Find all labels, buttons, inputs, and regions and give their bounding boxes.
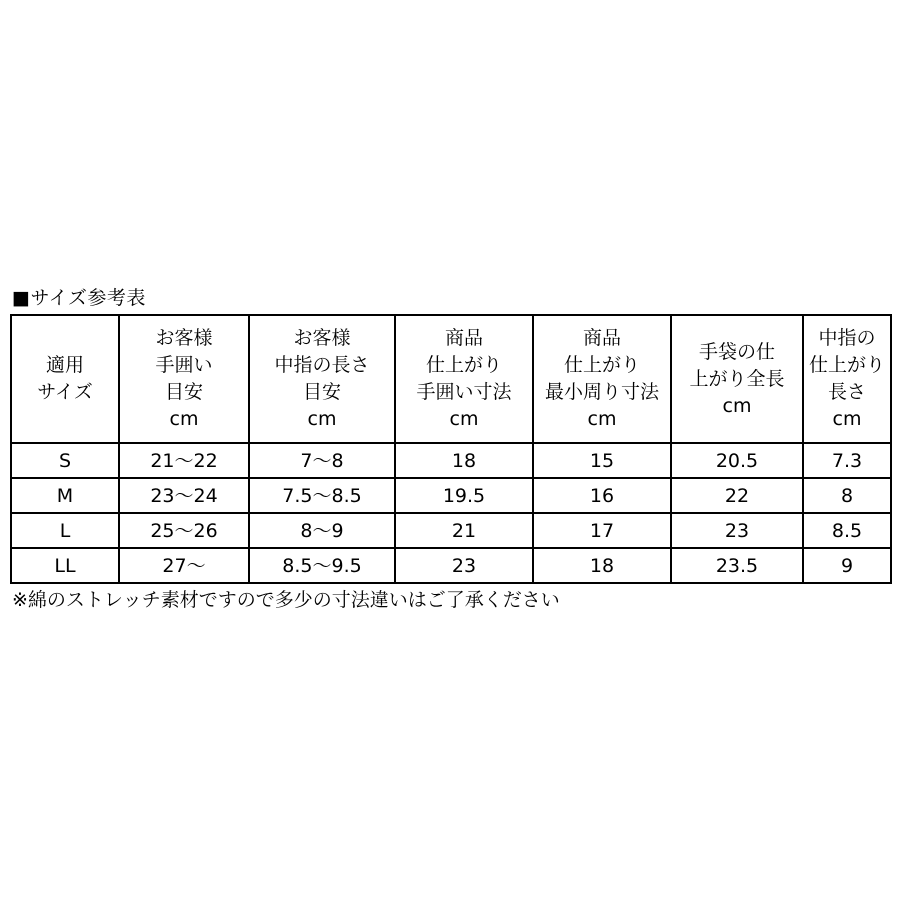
- header-line: 仕上がり: [425, 354, 502, 376]
- header-line: 手袋の仕: [698, 340, 775, 363]
- size-chart-block: [10, 286, 890, 613]
- table-cell-product-hand-circumference: 18: [395, 443, 533, 478]
- table-cell-finished-finger-length: 9: [803, 548, 891, 583]
- table-cell-finished-finger-length: 8.5: [803, 513, 891, 548]
- table-cell-middle-finger-length: 7.5〜8.5: [249, 478, 395, 513]
- table-cell-glove-total-length: 22: [671, 478, 803, 513]
- header-line: 仕上がり: [563, 354, 640, 376]
- table-cell-hand-circumference: 25〜26: [119, 513, 249, 548]
- header-line: 目安: [164, 381, 203, 403]
- table-cell-hand-circumference: 27〜: [119, 548, 249, 583]
- table-header-row: [11, 315, 891, 443]
- table-cell-product-min-circumference: 16: [533, 478, 671, 513]
- header-line: サイズ: [37, 381, 93, 403]
- table-header-cell-3: [395, 315, 533, 443]
- table-header-cell-0: [11, 315, 119, 443]
- table-cell-product-hand-circumference: 19.5: [395, 478, 533, 513]
- table-header-cell-5: [671, 315, 803, 443]
- table-cell-product-hand-circumference: 21: [395, 513, 533, 548]
- table-row: [11, 478, 891, 513]
- page-title: ■サイズ参考表: [12, 287, 146, 309]
- header-line: 仕上がり: [808, 354, 885, 376]
- table-cell-middle-finger-length: 8〜9: [249, 513, 395, 548]
- table-cell-product-min-circumference: 18: [533, 548, 671, 583]
- header-line: 手囲い寸法: [416, 381, 512, 403]
- table-cell-product-min-circumference: 17: [533, 513, 671, 548]
- table-cell-hand-circumference: 23〜24: [119, 478, 249, 513]
- header-line: 商品: [582, 327, 621, 349]
- table-cell-middle-finger-length: 8.5〜9.5: [249, 548, 395, 583]
- table-cell-size: S: [11, 443, 119, 478]
- size-reference-table: [10, 314, 892, 584]
- table-cell-size: L: [11, 513, 119, 548]
- table-header: [11, 315, 891, 443]
- header-line: cm: [587, 408, 617, 430]
- table-header-cell-4: [533, 315, 671, 443]
- header-line: cm: [722, 394, 752, 417]
- table-row: [11, 443, 891, 478]
- table-cell-glove-total-length: 23: [671, 513, 803, 548]
- table-cell-finished-finger-length: 7.3: [803, 443, 891, 478]
- table-cell-size: LL: [11, 548, 119, 583]
- table-cell-product-min-circumference: 15: [533, 443, 671, 478]
- table-cell-product-hand-circumference: 23: [395, 548, 533, 583]
- header-line: 上がり全長: [689, 367, 785, 390]
- header-line: 最小周り寸法: [544, 381, 659, 403]
- header-line: cm: [169, 408, 199, 430]
- header-line: 中指の長さ: [274, 354, 370, 376]
- table-body: [11, 443, 891, 583]
- table-header-cell-6: [803, 315, 891, 443]
- header-line: お客様: [293, 327, 351, 349]
- table-footnote: ※綿のストレッチ素材ですので多少の寸法違いはご了承ください: [12, 589, 560, 611]
- header-line: 商品: [444, 327, 483, 349]
- table-cell-glove-total-length: 23.5: [671, 548, 803, 583]
- header-line: 長さ: [827, 381, 866, 403]
- table-header-cell-2: [249, 315, 395, 443]
- table-row: [11, 548, 891, 583]
- table-cell-size: M: [11, 478, 119, 513]
- header-line: 目安: [302, 381, 341, 403]
- table-cell-finished-finger-length: 8: [803, 478, 891, 513]
- header-line: cm: [832, 408, 862, 430]
- header-line: cm: [449, 408, 479, 430]
- table-row: [11, 513, 891, 548]
- header-line: お客様: [155, 327, 213, 349]
- table-cell-glove-total-length: 20.5: [671, 443, 803, 478]
- header-line: cm: [307, 408, 337, 430]
- header-line: 適用: [45, 354, 84, 376]
- table-cell-hand-circumference: 21〜22: [119, 443, 249, 478]
- table-cell-middle-finger-length: 7〜8: [249, 443, 395, 478]
- header-line: 中指の: [818, 327, 876, 349]
- header-line: 手囲い: [155, 354, 213, 376]
- table-header-cell-1: [119, 315, 249, 443]
